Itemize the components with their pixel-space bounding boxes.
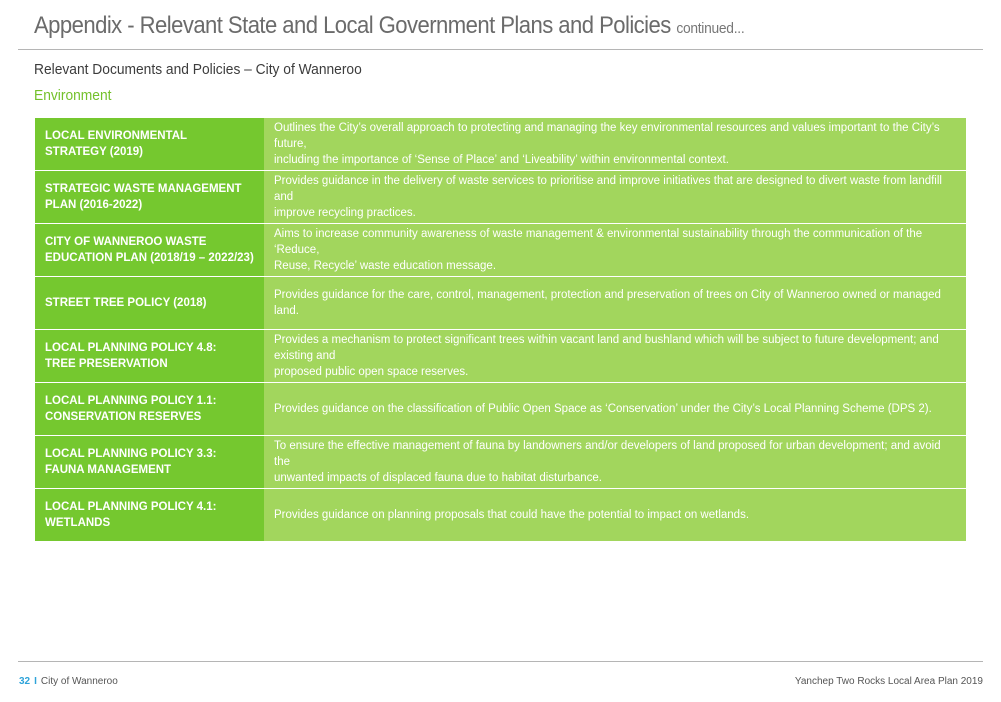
- policy-description-line: including the importance of ‘Sense of Place’ and ‘Liveability’ within environmental context.: [274, 154, 729, 166]
- policy-name-line: LOCAL PLANNING POLICY 1.1:: [45, 395, 217, 407]
- table-row: [35, 436, 966, 489]
- policy-name-line: WETLANDS: [45, 517, 111, 529]
- table-row: [35, 118, 966, 171]
- policy-name-line: LOCAL PLANNING POLICY 3.3:: [45, 448, 217, 460]
- policy-name-line: STREET TREE POLICY (2018): [45, 297, 207, 309]
- policy-description-line: unwanted impacts of displaced fauna due to habitat disturbance.: [274, 472, 602, 484]
- page-number: 32: [19, 676, 31, 687]
- table-row: [35, 171, 966, 224]
- policy-name: [35, 330, 264, 383]
- table-row: [35, 224, 966, 277]
- footer-document-title: Yanchep Two Rocks Local Area Plan 2019: [794, 676, 983, 687]
- header-divider: [18, 49, 983, 50]
- policy-name: [35, 224, 264, 277]
- footer-left: [19, 676, 118, 687]
- policy-name: [35, 489, 264, 542]
- policy-name-line: CONSERVATION RESERVES: [45, 411, 202, 423]
- policy-description-line: proposed public open space reserves.: [274, 366, 469, 378]
- policy-name: [35, 171, 264, 224]
- page-title: [34, 12, 744, 40]
- table-row: [35, 330, 966, 383]
- section-title: Relevant Documents and Policies – City of Wanneroo: [34, 61, 362, 78]
- table-row: [35, 277, 966, 330]
- policy-description: [264, 383, 966, 436]
- policy-name: [35, 277, 264, 330]
- policy-name-line: EDUCATION PLAN (2018/19 – 2022/23): [45, 252, 254, 264]
- policy-description-line: Provides a mechanism to protect significant trees within vacant land and bushland which will be subject to future development; and existing and: [274, 334, 939, 362]
- policy-description-line: Aims to increase community awareness of waste management & environmental sustainability through the communication of the ‘Reduce,: [274, 228, 923, 256]
- page-title-text: Appendix - Relevant State and Local Government Plans and Policies: [34, 12, 671, 39]
- policy-description: [264, 436, 966, 489]
- policy-description-line: Provides guidance on planning proposals that could have the potential to impact on wetlands.: [274, 509, 750, 521]
- policy-description-line: Reuse, Recycle’ waste education message.: [274, 260, 497, 272]
- policy-name-line: LOCAL PLANNING POLICY 4.8:: [45, 342, 217, 354]
- policy-description-line: Provides guidance for the care, control, management, protection and preservation of trees on City of Wanneroo owned or managed land.: [274, 289, 941, 317]
- policy-description: [264, 277, 966, 330]
- policy-name-line: LOCAL ENVIRONMENTAL: [45, 130, 188, 142]
- footer-organisation: City of Wanneroo: [40, 676, 118, 687]
- policy-description: [264, 489, 966, 542]
- policy-name: [35, 436, 264, 489]
- policy-name-line: STRATEGIC WASTE MANAGEMENT: [45, 183, 242, 195]
- policy-description-line: Provides guidance on the classification of Public Open Space as ‘Conservation’ under the City’s Local Planning Scheme (DPS 2).: [274, 403, 932, 415]
- policy-name-line: STRATEGY (2019): [45, 146, 143, 158]
- policy-description: [264, 330, 966, 383]
- policy-name-line: FAUNA MANAGEMENT: [45, 464, 172, 476]
- policy-description-line: improve recycling practices.: [274, 207, 416, 219]
- policy-description-line: Provides guidance in the delivery of waste services to prioritise and improve initiatives that are designed to divert waste from landfill and: [274, 175, 942, 203]
- policy-description: [264, 224, 966, 277]
- policy-name-line: LOCAL PLANNING POLICY 4.1:: [45, 501, 217, 513]
- policy-name-line: CITY OF WANNEROO WASTE: [45, 236, 207, 248]
- policy-name-line: PLAN (2016-2022): [45, 199, 143, 211]
- subsection-title: Environment: [34, 87, 112, 104]
- page-title-suffix: continued...: [676, 20, 745, 37]
- footer-divider: [18, 661, 983, 662]
- policy-description-line: To ensure the effective management of fauna by landowners and/or developers of land proposed for urban development; and avoid the: [274, 440, 941, 468]
- policy-description-line: Outlines the City’s overall approach to protecting and managing the key environmental resources and values important to the City’s future,: [274, 122, 940, 150]
- table-row: [35, 383, 966, 436]
- policy-table: [35, 118, 966, 541]
- policy-description: [264, 118, 966, 171]
- policy-description: [264, 171, 966, 224]
- table-row: [35, 489, 966, 542]
- footer-separator: I: [34, 676, 37, 687]
- policy-name-line: TREE PRESERVATION: [45, 358, 168, 370]
- policy-name: [35, 383, 264, 436]
- policy-name: [35, 118, 264, 171]
